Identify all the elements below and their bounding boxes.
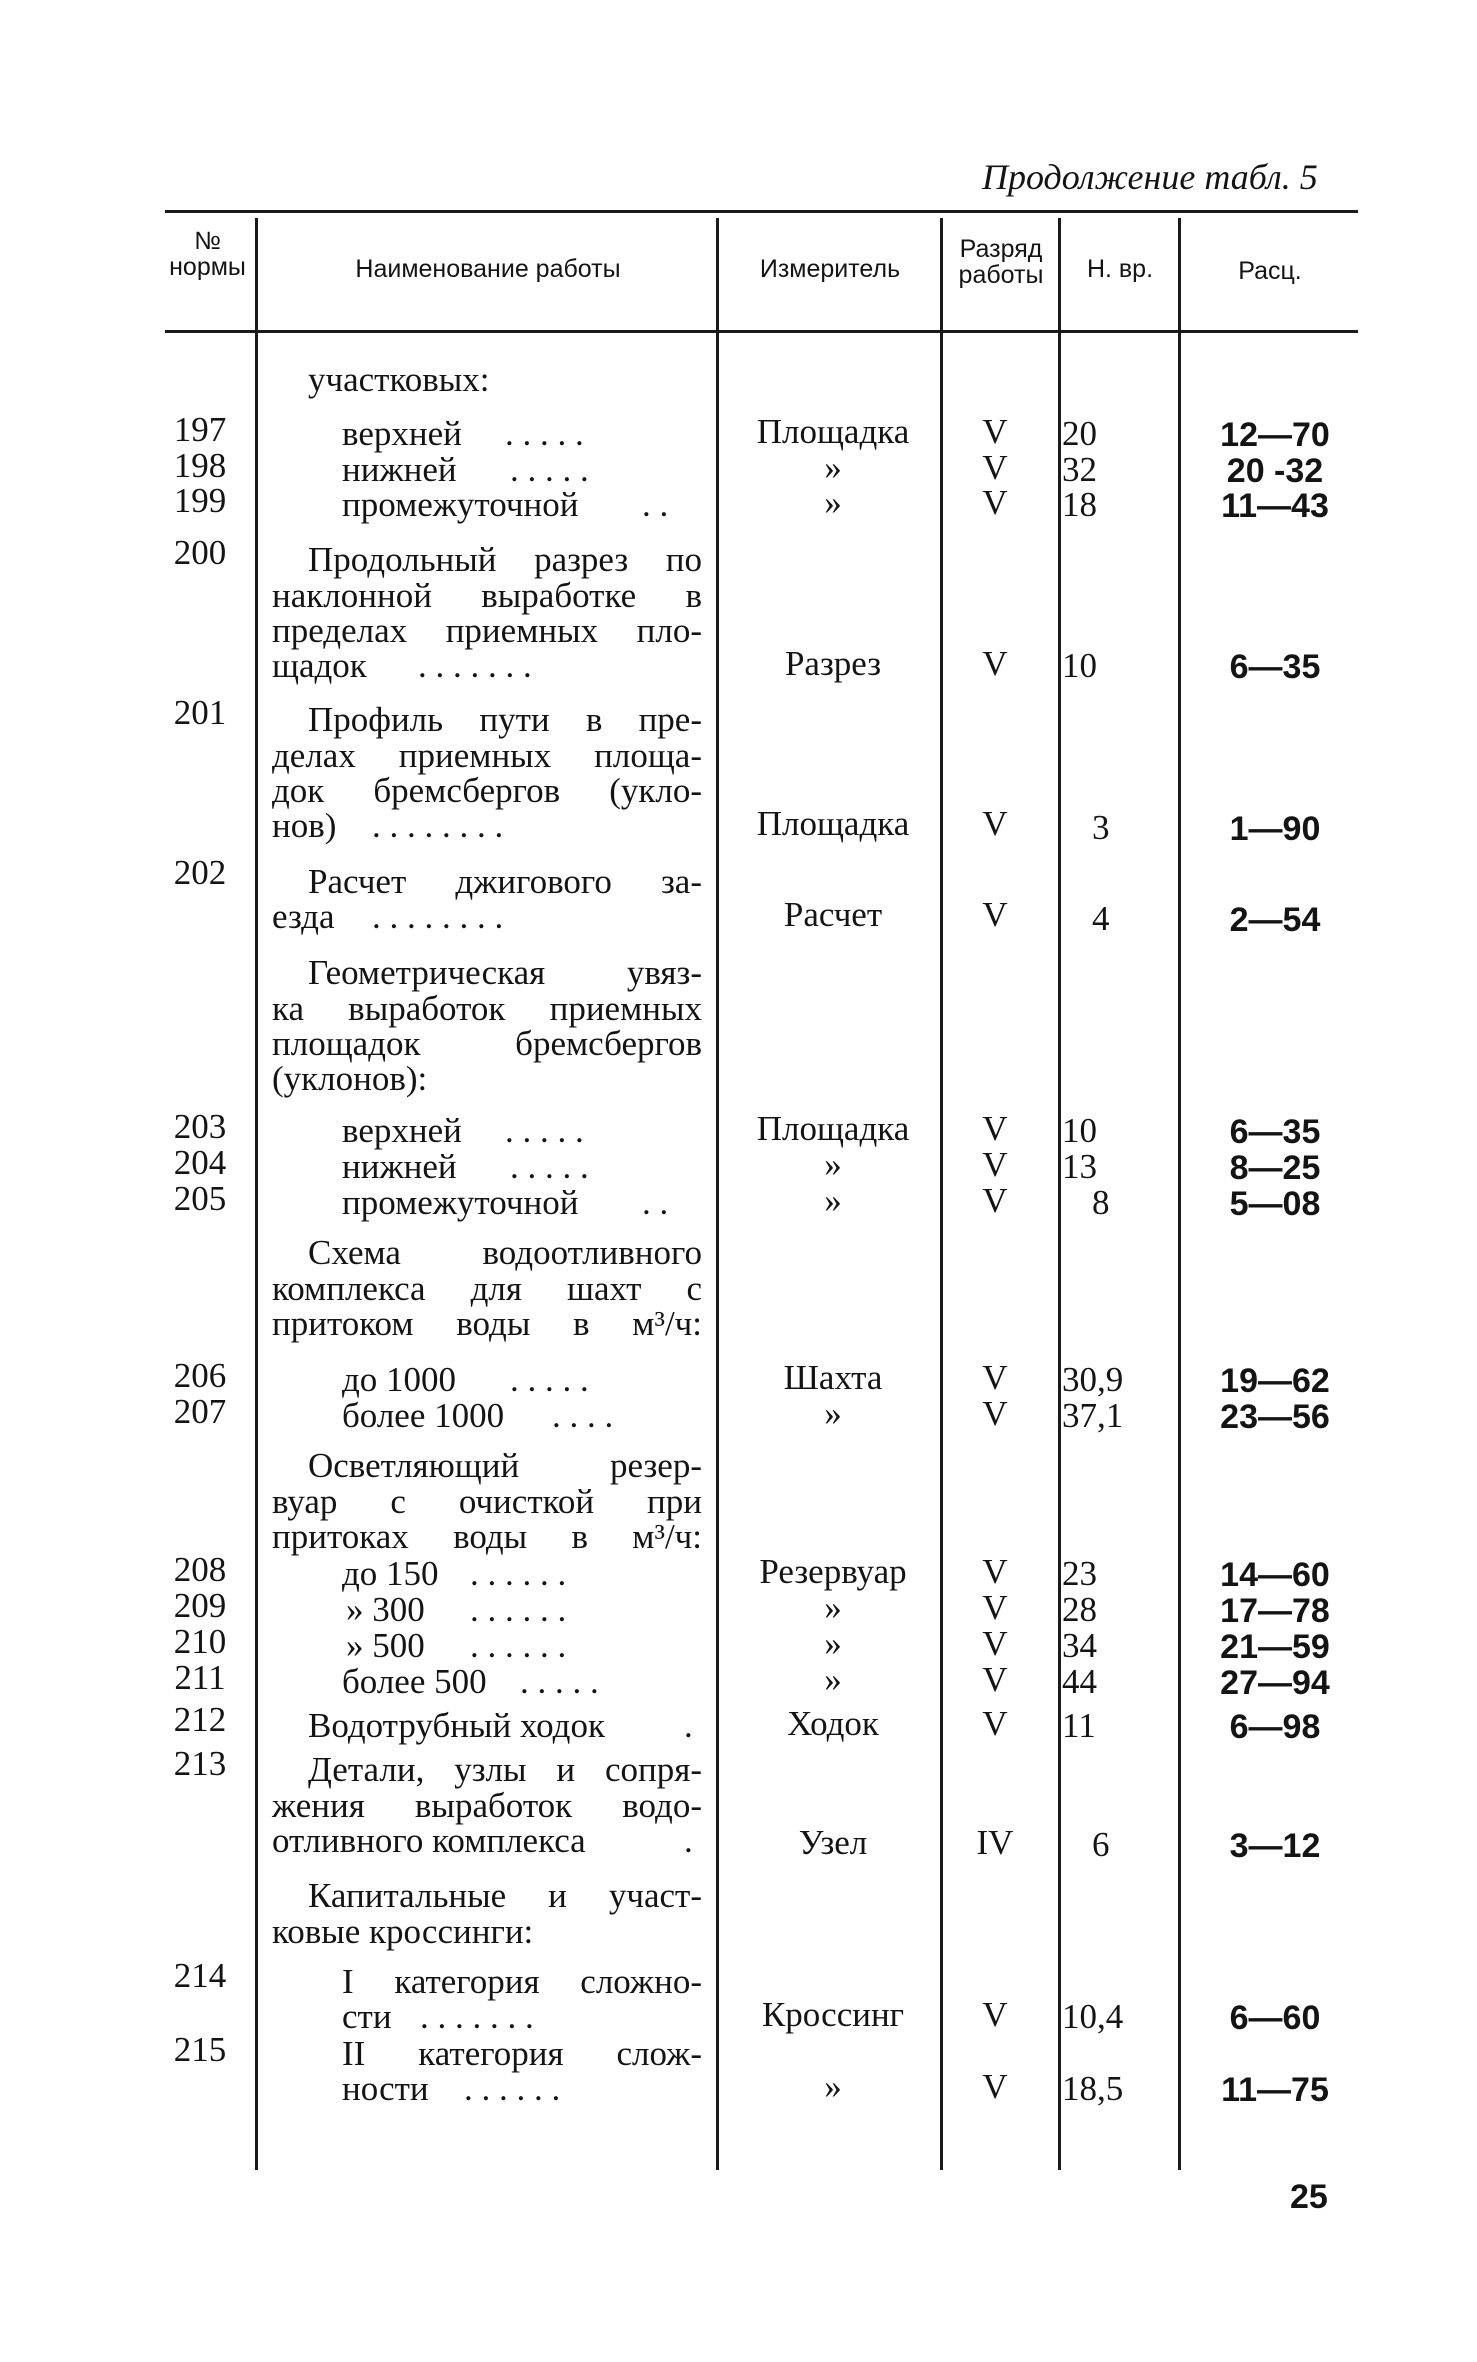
rate-cell: 11—43 (1221, 487, 1329, 525)
unit-cell: Разрез (784, 644, 882, 683)
grade-cell: V (982, 1552, 1008, 1591)
leader-dots: . . . . . . (470, 1554, 567, 1593)
leader-dots: . . . . . . (470, 1626, 567, 1665)
grade-cell: V (982, 483, 1008, 522)
unit-cell: Площадка (756, 412, 910, 451)
time-norm-cell: 44 (1062, 1662, 1097, 1701)
unit-cell: Расчет (783, 895, 883, 934)
norm-number: 211 (174, 1658, 226, 1697)
work-name-line: езда (272, 897, 335, 936)
work-name: нижней (342, 1147, 457, 1186)
norm-number: 214 (173, 1956, 227, 1995)
rate-cell: 6—98 (1229, 1708, 1321, 1746)
grade-cell: V (982, 644, 1008, 683)
norm-number: 199 (173, 481, 227, 520)
work-name-line: жения выработок водо- (272, 1786, 702, 1825)
norm-number: 205 (173, 1179, 227, 1218)
header-norm-number (160, 228, 255, 280)
grade-cell: V (982, 1394, 1008, 1433)
leader-dots: . . . . . (510, 450, 589, 489)
norm-number: 206 (173, 1356, 227, 1395)
section-heading-line: Капитальные и участ- (308, 1876, 702, 1915)
grade-cell: V (982, 1704, 1008, 1743)
column-divider (1058, 218, 1061, 2170)
rate-cell: 6—35 (1229, 1113, 1321, 1151)
unit-cell: » (824, 2067, 842, 2106)
work-name: промежуточной (342, 1183, 579, 1222)
work-name: более 1000 (342, 1396, 505, 1435)
header-norm-number-line1: № (194, 227, 221, 255)
grade-cell: V (982, 804, 1008, 843)
header-unit: Измеритель (759, 255, 901, 283)
norm-number: 200 (173, 533, 227, 572)
header-time-norm: Н. вр. (1086, 255, 1154, 283)
grade-cell: V (982, 448, 1008, 487)
norm-number: 202 (173, 853, 227, 892)
work-name-line: нов) (272, 806, 337, 845)
work-name: » 500 (346, 1626, 425, 1665)
grade-cell: V (982, 1358, 1008, 1397)
grade-cell: V (982, 1145, 1008, 1184)
norm-number: 198 (173, 446, 227, 485)
rate-cell: 2—54 (1229, 901, 1321, 939)
norm-number: 208 (173, 1550, 227, 1589)
norm-number: 209 (173, 1586, 227, 1625)
section-heading-line: притоком воды в м³/ч: (272, 1304, 702, 1343)
time-norm-cell: 18 (1062, 485, 1097, 524)
time-norm-cell: 10 (1062, 646, 1097, 685)
leader-dots: . . . . . (520, 1662, 599, 1701)
norm-number: 212 (173, 1700, 227, 1739)
leader-dots: . . . . . . . (420, 1997, 534, 2036)
unit-cell: Шахта (783, 1358, 883, 1397)
work-name: более 500 (342, 1662, 487, 1701)
rate-cell: 11—75 (1221, 2071, 1329, 2109)
unit-cell: » (824, 448, 842, 487)
leader-dots: . . . . . (510, 1360, 589, 1399)
time-norm-cell: 3 (1092, 808, 1110, 847)
header-grade-line2: работы (958, 261, 1044, 289)
time-norm-cell: 10,4 (1062, 1997, 1124, 2036)
work-name-line: сти (342, 1997, 392, 2036)
section-heading-line: вуар с очисткой при (272, 1482, 702, 1521)
header-work-name: Наименование работы (355, 255, 621, 283)
section-heading-line: притоках воды в м³/ч: (272, 1517, 702, 1556)
unit-cell: » (824, 1588, 842, 1627)
work-name-line: наклонной выработке в (272, 576, 702, 615)
norm-number: 197 (173, 410, 227, 449)
grade-cell: V (982, 1624, 1008, 1663)
unit-cell: Площадка (756, 804, 910, 843)
unit-cell: » (824, 1145, 842, 1184)
time-norm-cell: 20 (1062, 414, 1097, 453)
section-heading: участковых: (308, 360, 490, 399)
time-norm-cell: 8 (1092, 1183, 1110, 1222)
leader-dots: . . . . . . . . (372, 806, 504, 845)
section-heading-line: площадок бремсбергов (272, 1024, 702, 1063)
rate-cell: 23—56 (1220, 1398, 1330, 1436)
section-heading-line: (уклонов): (272, 1059, 428, 1098)
grade-cell: V (982, 1995, 1008, 2034)
table-continuation-caption: Продолжение табл. 5 (982, 157, 1318, 197)
norm-number: 201 (173, 693, 227, 732)
unit-cell: » (824, 483, 842, 522)
grade-cell: IV (976, 1823, 1014, 1862)
header-norm-number-line2: нормы (169, 253, 246, 281)
work-name: верхней (342, 414, 462, 453)
work-name-line: делах приемных площа- (272, 736, 702, 775)
section-heading-line: Схема водоотливного (308, 1233, 702, 1272)
work-name: верхней (342, 1111, 462, 1150)
time-norm-cell: 10 (1062, 1111, 1097, 1150)
leader-dots: . . . . (552, 1396, 614, 1435)
time-norm-cell: 37,1 (1062, 1396, 1124, 1435)
rate-cell: 17—78 (1220, 1592, 1330, 1630)
work-name-line: ности (342, 2069, 429, 2108)
leader-dots: . (684, 1821, 693, 1860)
time-norm-cell: 30,9 (1062, 1360, 1124, 1399)
column-divider (255, 218, 258, 2170)
column-divider (940, 218, 943, 2170)
unit-cell: Узел (798, 1823, 868, 1862)
leader-dots: . . (642, 1183, 669, 1222)
norm-number: 207 (173, 1392, 227, 1431)
work-name-line: Профиль пути в пре- (308, 700, 702, 739)
work-name: промежуточной (342, 485, 579, 524)
unit-cell: Кроссинг (761, 1995, 905, 2034)
section-heading-line: ка выработок приемных (272, 989, 702, 1028)
time-norm-cell: 34 (1062, 1626, 1097, 1665)
work-name-line: Расчет джигового за- (308, 862, 702, 901)
rate-cell: 6—60 (1229, 1999, 1321, 2037)
rate-cell: 12—70 (1220, 416, 1330, 454)
rate-cell: 20 -32 (1226, 452, 1324, 490)
leader-dots: . (684, 1706, 693, 1745)
work-name: Водотрубный ходок (308, 1706, 605, 1745)
rate-cell: 6—35 (1229, 648, 1321, 686)
grade-cell: V (982, 2067, 1008, 2106)
leader-dots: . . (642, 485, 669, 524)
rate-cell: 1—90 (1229, 810, 1321, 848)
rate-cell: 21—59 (1220, 1628, 1330, 1666)
norm-number: 215 (173, 2030, 227, 2069)
leader-dots: . . . . . (505, 414, 584, 453)
leader-dots: . . . . . . . . (372, 897, 504, 936)
rate-cell: 19—62 (1220, 1362, 1330, 1400)
leader-dots: . . . . . . . (418, 646, 532, 685)
rate-cell: 14—60 (1220, 1556, 1330, 1594)
work-name-line: пределах приемных пло- (272, 611, 702, 650)
work-name-line: щадок (272, 646, 367, 685)
work-name: нижней (342, 450, 457, 489)
time-norm-cell: 11 (1062, 1706, 1096, 1745)
work-name-line: I категория сложно- (342, 1962, 702, 2001)
time-norm-cell: 28 (1062, 1590, 1097, 1629)
header-grade (944, 236, 1058, 288)
leader-dots: . . . . . . (464, 2069, 561, 2108)
grade-cell: V (982, 412, 1008, 451)
rate-cell: 5—08 (1229, 1185, 1321, 1223)
unit-cell: » (824, 1660, 842, 1699)
section-heading-line: Геометрическая увяз- (308, 953, 702, 992)
work-name-line: Продольный разрез по (308, 540, 702, 579)
work-name-line: II категория слож- (342, 2034, 702, 2073)
unit-cell: Ходок (787, 1704, 879, 1743)
header-rate: Расц. (1238, 257, 1302, 285)
work-name: » 300 (346, 1590, 425, 1629)
header-top-rule (165, 210, 1358, 213)
grade-cell: V (982, 895, 1008, 934)
time-norm-cell: 32 (1062, 450, 1097, 489)
unit-cell: » (824, 1394, 842, 1433)
time-norm-cell: 4 (1092, 899, 1110, 938)
rate-cell: 8—25 (1229, 1149, 1321, 1187)
norm-number: 204 (173, 1143, 227, 1182)
work-name-line: Детали, узлы и сопря- (308, 1750, 702, 1789)
rate-cell: 3—12 (1229, 1827, 1321, 1865)
time-norm-cell: 18,5 (1062, 2069, 1124, 2108)
header-grade-line1: Разряд (959, 235, 1043, 263)
unit-cell: Площадка (756, 1109, 910, 1148)
column-divider (716, 218, 719, 2170)
unit-cell: » (824, 1181, 842, 1220)
grade-cell: V (982, 1660, 1008, 1699)
work-name-line: док бремсбергов (укло- (272, 771, 702, 810)
time-norm-cell: 23 (1062, 1554, 1097, 1593)
unit-cell: » (824, 1624, 842, 1663)
norm-number: 213 (173, 1744, 227, 1783)
leader-dots: . . . . . (510, 1147, 589, 1186)
section-heading-line: комплекса для шахт с (272, 1269, 702, 1308)
work-name: до 150 (342, 1554, 439, 1593)
norm-number: 210 (173, 1622, 227, 1661)
time-norm-cell: 6 (1092, 1825, 1110, 1864)
section-heading-line: Осветляющий резер- (308, 1446, 702, 1485)
work-name-line: отливного комплекса (272, 1821, 586, 1860)
section-heading-line: ковые кроссинги: (272, 1912, 534, 1951)
rate-cell: 27—94 (1220, 1664, 1330, 1702)
grade-cell: V (982, 1181, 1008, 1220)
leader-dots: . . . . . . (470, 1590, 567, 1629)
norm-number: 203 (173, 1107, 227, 1146)
work-name: до 1000 (342, 1360, 457, 1399)
page-number: 25 (1290, 2178, 1328, 2216)
unit-cell: Резервуар (759, 1552, 907, 1591)
time-norm-cell: 13 (1062, 1147, 1097, 1186)
grade-cell: V (982, 1588, 1008, 1627)
grade-cell: V (982, 1109, 1008, 1148)
leader-dots: . . . . . (505, 1111, 584, 1150)
